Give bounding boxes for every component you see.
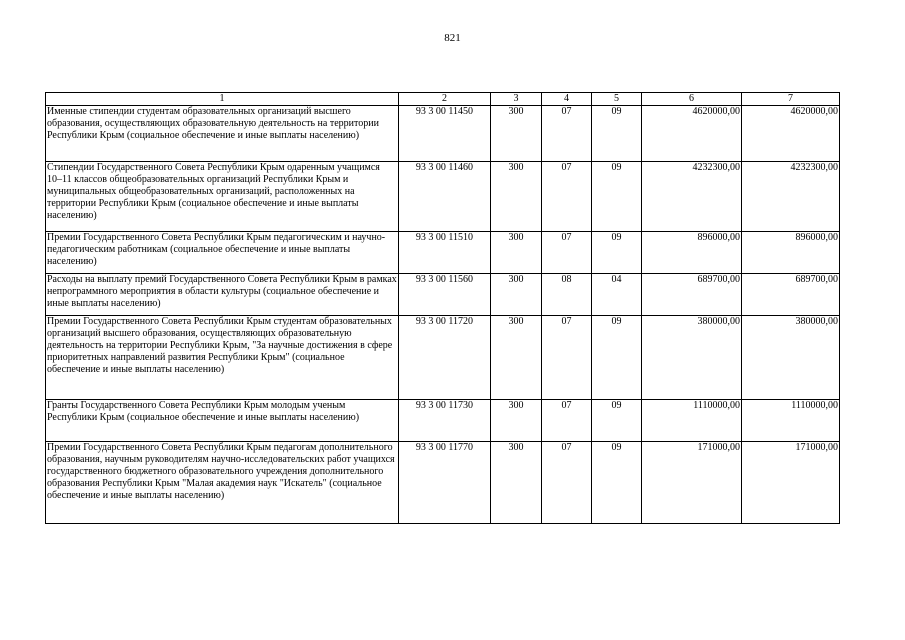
row-subsection: 09 [592, 162, 642, 232]
row-section: 07 [542, 162, 592, 232]
table-row [46, 442, 840, 524]
row-name: Премии Государственного Совета Республики Крым студентам образовательных организаций высшего образования, осуществляющих образовательную деятельность на территории Республики Крым, "За научные достижения в сфере приоритетных направлений развития Республики Крым" (социальное обеспечение и иные выплаты населению) [46, 316, 399, 400]
row-target-code: 93 3 00 11720 [399, 316, 491, 400]
row-expense-type: 300 [491, 442, 542, 524]
row-target-code: 93 3 00 11730 [399, 400, 491, 442]
row-subsection: 09 [592, 442, 642, 524]
column-header-2: 2 [399, 93, 491, 106]
row-amount-year-2: 1110000,00 [742, 400, 840, 442]
row-amount-year-2: 4232300,00 [742, 162, 840, 232]
row-amount-year-1: 896000,00 [642, 232, 742, 274]
row-section: 07 [542, 316, 592, 400]
column-header-7: 7 [742, 93, 840, 106]
row-amount-year-1: 380000,00 [642, 316, 742, 400]
row-name: Именные стипендии студентам образовательных организаций высшего образования, осуществляющих образовательную деятельность на территории Республики Крым (социальное обеспечение и иные выплаты населению) [46, 106, 399, 162]
row-amount-year-2: 4620000,00 [742, 106, 840, 162]
row-name: Стипендии Государственного Совета Республики Крым одаренным учащимся 10–11 классов общеобразовательных организаций Республики Крым и муниципальных общеобразовательных организаций, расположенных на территории Республики Крым (социальное обеспечение и иные выплаты населению) [46, 162, 399, 232]
row-amount-year-2: 689700,00 [742, 274, 840, 316]
row-name: Премии Государственного Совета Республики Крым педагогическим и научно-педагогическим работникам (социальное обеспечение и иные выплаты населению) [46, 232, 399, 274]
row-section: 07 [542, 400, 592, 442]
row-name: Расходы на выплату премий Государственного Совета Республики Крым в рамках непрограммного мероприятия в области культуры (социальное обеспечение и иные выплаты населению) [46, 274, 399, 316]
row-expense-type: 300 [491, 316, 542, 400]
table-row [46, 232, 840, 274]
row-section: 07 [542, 232, 592, 274]
table-row [46, 162, 840, 232]
row-subsection: 04 [592, 274, 642, 316]
row-subsection: 09 [592, 106, 642, 162]
table-row [46, 274, 840, 316]
row-amount-year-2: 380000,00 [742, 316, 840, 400]
row-target-code: 93 3 00 11770 [399, 442, 491, 524]
row-target-code: 93 3 00 11510 [399, 232, 491, 274]
row-section: 08 [542, 274, 592, 316]
row-amount-year-1: 171000,00 [642, 442, 742, 524]
row-target-code: 93 3 00 11560 [399, 274, 491, 316]
header-row [46, 93, 840, 106]
page-number: 821 [444, 32, 461, 44]
row-expense-type: 300 [491, 162, 542, 232]
table-row [46, 400, 840, 442]
row-subsection: 09 [592, 400, 642, 442]
row-name: Гранты Государственного Совета Республики Крым молодым ученым Республики Крым (социальное обеспечение и иные выплаты населению) [46, 400, 399, 442]
row-amount-year-2: 171000,00 [742, 442, 840, 524]
column-header-5: 5 [592, 93, 642, 106]
row-expense-type: 300 [491, 274, 542, 316]
row-name: Премии Государственного Совета Республики Крым педагогам дополнительного образования, научным руководителям научно-исследовательских работ учащихся государственного бюджетного образовательного учреждения дополнительного образования Республики Крым "Малая академия наук "Искатель" (социальное обеспечение и иные выплаты населению) [46, 442, 399, 524]
row-section: 07 [542, 442, 592, 524]
row-target-code: 93 3 00 11450 [399, 106, 491, 162]
row-amount-year-1: 4620000,00 [642, 106, 742, 162]
column-header-1: 1 [46, 93, 399, 106]
table-row [46, 316, 840, 400]
table-row [46, 106, 840, 162]
column-header-3: 3 [491, 93, 542, 106]
row-amount-year-1: 689700,00 [642, 274, 742, 316]
column-header-4: 4 [542, 93, 592, 106]
row-target-code: 93 3 00 11460 [399, 162, 491, 232]
row-expense-type: 300 [491, 400, 542, 442]
row-expense-type: 300 [491, 106, 542, 162]
row-subsection: 09 [592, 316, 642, 400]
row-amount-year-1: 1110000,00 [642, 400, 742, 442]
row-expense-type: 300 [491, 232, 542, 274]
row-amount-year-1: 4232300,00 [642, 162, 742, 232]
row-amount-year-2: 896000,00 [742, 232, 840, 274]
budget-table [45, 92, 840, 524]
column-header-6: 6 [642, 93, 742, 106]
row-subsection: 09 [592, 232, 642, 274]
row-section: 07 [542, 106, 592, 162]
